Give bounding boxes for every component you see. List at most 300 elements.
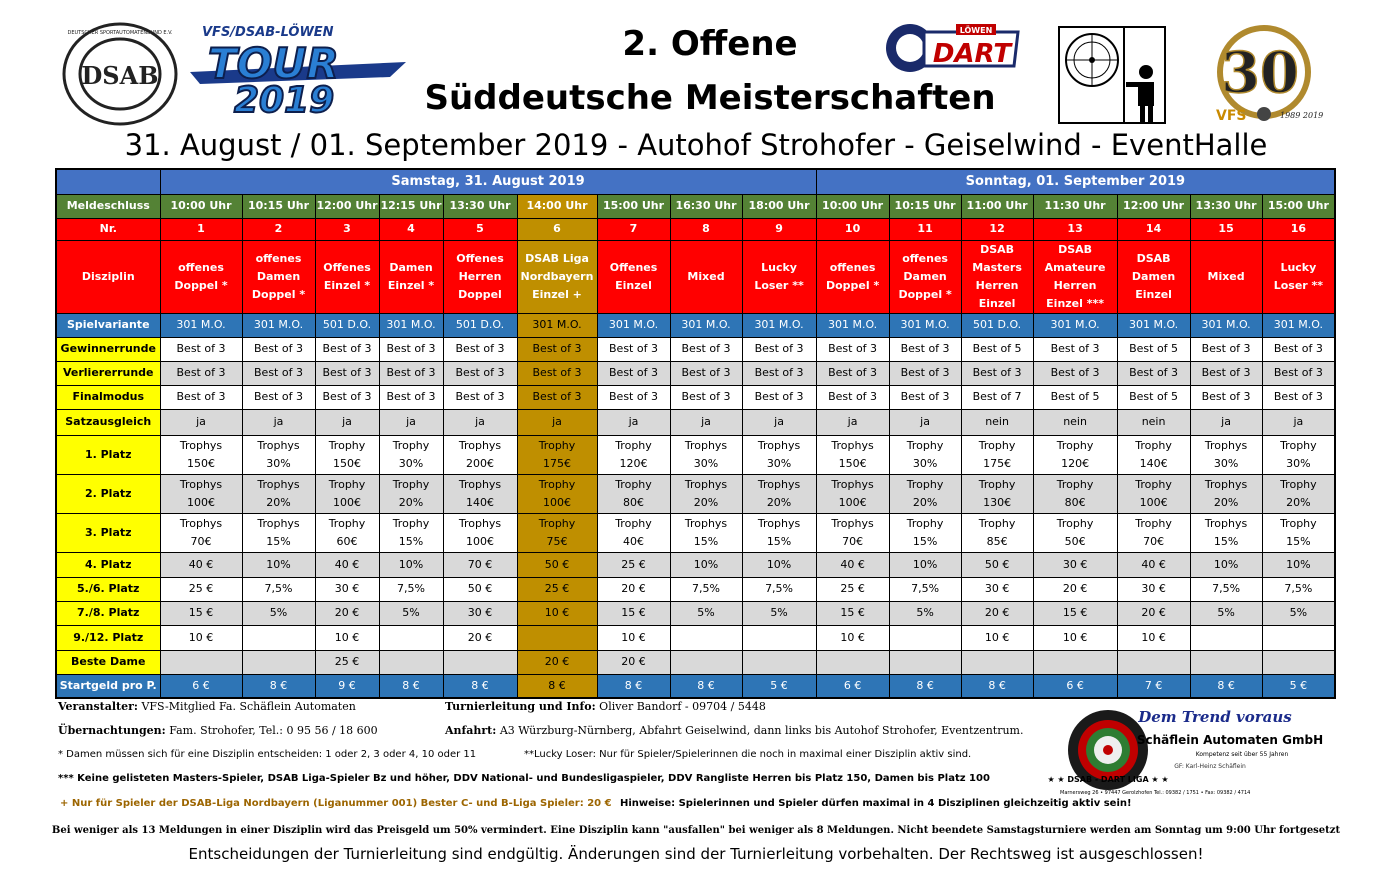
p2-cell: Trophy 20% (379, 474, 443, 513)
dsab-logo (62, 22, 178, 126)
note-hinweise: Hinweise: Spielerinnen und Spieler dürfen maximal in 4 Disziplinen gleichzeitig aktiv sein! (620, 798, 1132, 809)
discipline-number: 12 (961, 218, 1033, 240)
spielvariante-cell: 501 D.O. (443, 313, 517, 337)
p2-cell: Trophys 100€ (816, 474, 889, 513)
p3-cell: Trophys 70€ (160, 513, 242, 552)
p4-cell: 50 € (961, 552, 1033, 577)
p9-cell: 10 € (160, 625, 242, 650)
p7-cell: 5% (1262, 601, 1335, 625)
p4-cell: 40 € (1117, 552, 1190, 577)
verliererrunde-cell: Best of 3 (1033, 361, 1117, 385)
sponsor-name: Schäflein Automaten GmbH (1136, 733, 1324, 747)
p4-cell: 40 € (816, 552, 889, 577)
table-row (56, 625, 1335, 650)
spielvariante-cell: 501 D.O. (961, 313, 1033, 337)
p5-cell: 7,5% (670, 577, 742, 601)
dame-cell (670, 650, 742, 674)
satzausgleich-cell: ja (670, 409, 742, 435)
p4-cell: 40 € (160, 552, 242, 577)
table-row (56, 601, 1335, 625)
satzausgleich-cell: ja (1190, 409, 1262, 435)
finalmodus-cell: Best of 3 (670, 385, 742, 409)
spielvariante-cell: 301 M.O. (816, 313, 889, 337)
note-damen: * Damen müssen sich für eine Disziplin entscheiden: 1 oder 2, 3 oder 4, 10 oder 11 (58, 749, 477, 760)
discipline-name: offenes Damen Doppel * (242, 240, 315, 313)
gewinnerrunde-cell: Best of 3 (443, 337, 517, 361)
startgeld-cell: 5 € (742, 674, 816, 698)
table-row (56, 552, 1335, 577)
p2-cell: Trophy 130€ (961, 474, 1033, 513)
p9-cell (670, 625, 742, 650)
p2-cell: Trophy 20% (889, 474, 961, 513)
dame-cell (961, 650, 1033, 674)
dame-cell (889, 650, 961, 674)
startgeld-cell: 9 € (315, 674, 379, 698)
p4-cell: 50 € (517, 552, 597, 577)
sponsor-address: Marnersweg 26 • 97447 Gerolzhofen Tel.: 09382 / 1751 • Fax: 09382 / 4714 (1060, 790, 1251, 796)
meldeschluss-cell: 15:00 Uhr (1262, 194, 1335, 218)
p1-cell: Trophys 30% (242, 435, 315, 474)
verliererrunde-cell: Best of 3 (443, 361, 517, 385)
dame-cell (379, 650, 443, 674)
finalmodus-cell: Best of 3 (816, 385, 889, 409)
p7-cell: 5% (742, 601, 816, 625)
gewinnerrunde-cell: Best of 3 (1190, 337, 1262, 361)
finalmodus-cell: Best of 3 (1190, 385, 1262, 409)
p4-cell: 10% (670, 552, 742, 577)
p2-cell: Trophys 140€ (443, 474, 517, 513)
p1-cell: Trophy 175€ (961, 435, 1033, 474)
p9-cell (1262, 625, 1335, 650)
row-label-startgeld: Startgeld pro P. (56, 674, 160, 698)
verliererrunde-cell: Best of 3 (1190, 361, 1262, 385)
meldeschluss-cell: 11:00 Uhr (961, 194, 1033, 218)
p4-cell: 25 € (597, 552, 670, 577)
p2-cell: Trophy 20% (1262, 474, 1335, 513)
p5-cell: 30 € (315, 577, 379, 601)
note-lucky-loser: **Lucky Loser: Nur für Spieler/Spielerinnen die noch in maximal einer Disziplin aktiv sind. (524, 749, 972, 760)
p3-cell: Trophy 15% (1262, 513, 1335, 552)
startgeld-cell: 8 € (670, 674, 742, 698)
p7-cell: 5% (379, 601, 443, 625)
p2-cell: Trophys 20% (1190, 474, 1262, 513)
p9-cell: 10 € (816, 625, 889, 650)
verliererrunde-cell: Best of 3 (1262, 361, 1335, 385)
dame-cell (443, 650, 517, 674)
spielvariante-cell: 301 M.O. (517, 313, 597, 337)
dame-cell (242, 650, 315, 674)
p2-cell: Trophys 100€ (160, 474, 242, 513)
sponsor-slogan: Dem Trend voraus (1138, 708, 1292, 726)
meldeschluss-cell: 10:15 Uhr (889, 194, 961, 218)
day-header-saturday: Samstag, 31. August 2019 (160, 169, 816, 194)
p7-cell: 5% (670, 601, 742, 625)
page-header (0, 0, 1392, 165)
row-label-p9: 9./12. Platz (56, 625, 160, 650)
p4-cell: 10% (1262, 552, 1335, 577)
p5-cell: 20 € (597, 577, 670, 601)
row-label-p2: 2. Platz (56, 474, 160, 513)
p7-cell: 20 € (961, 601, 1033, 625)
verliererrunde-cell: Best of 3 (379, 361, 443, 385)
p9-cell: 20 € (443, 625, 517, 650)
verliererrunde-cell: Best of 3 (889, 361, 961, 385)
row-label-dame: Beste Dame (56, 650, 160, 674)
verliererrunde-cell: Best of 3 (242, 361, 315, 385)
dsab-logo-ring: DEUTSCHER SPORTAUTOMATENBUND E.V. (67, 30, 173, 36)
p9-cell (242, 625, 315, 650)
p1-cell: Trophys 200€ (443, 435, 517, 474)
p1-cell: Trophy 120€ (597, 435, 670, 474)
dame-cell: 20 € (597, 650, 670, 674)
dame-cell (160, 650, 242, 674)
p7-cell: 15 € (816, 601, 889, 625)
jubilee-vfs: VFS (1216, 108, 1247, 124)
p9-cell (1190, 625, 1262, 650)
p9-cell: 10 € (597, 625, 670, 650)
startgeld-cell: 8 € (517, 674, 597, 698)
satzausgleich-cell: ja (242, 409, 315, 435)
p2-cell: Trophys 20% (242, 474, 315, 513)
satzausgleich-cell: ja (597, 409, 670, 435)
discipline-number: 8 (670, 218, 742, 240)
spielvariante-cell: 301 M.O. (379, 313, 443, 337)
table-row (56, 218, 1335, 240)
dame-cell (1117, 650, 1190, 674)
tour-logo-year: 2019 (234, 80, 335, 121)
p5-cell: 7,5% (379, 577, 443, 601)
startgeld-cell: 8 € (443, 674, 517, 698)
anfahrt-value: A3 Würzburg-Nürnberg, Abfahrt Geiselwind, dann links bis Autohof Strohofer, Eventzentrum. (496, 724, 1024, 737)
spielvariante-cell: 301 M.O. (242, 313, 315, 337)
discipline-name: offenes Doppel * (816, 240, 889, 313)
discipline-name: Mixed (1190, 240, 1262, 313)
meldeschluss-cell: 12:15 Uhr (379, 194, 443, 218)
p9-cell: 10 € (1033, 625, 1117, 650)
p1-cell: Trophys 30% (1190, 435, 1262, 474)
discipline-number: 3 (315, 218, 379, 240)
meldeschluss-cell: 11:30 Uhr (1033, 194, 1117, 218)
spielvariante-cell: 501 D.O. (315, 313, 379, 337)
row-label-spielvariante: Spielvariante (56, 313, 160, 337)
p1-cell: Trophy 120€ (1033, 435, 1117, 474)
p1-cell: Trophy 30% (1262, 435, 1335, 474)
finalmodus-cell: Best of 3 (597, 385, 670, 409)
p7-cell: 5% (1190, 601, 1262, 625)
schaeflein-sponsor-logo (1047, 702, 1324, 798)
discipline-number: 1 (160, 218, 242, 240)
note-masters: *** Keine gelisteten Masters-Spieler, DSAB Liga-Spieler Bz und höher, DDV National- und Bundesligaspieler, DDV Rangliste Herren bis Platz 150, Damen bis Platz 100 (58, 773, 990, 784)
table-row (56, 385, 1335, 409)
p4-cell: 10% (889, 552, 961, 577)
p2-cell: Trophy 80€ (597, 474, 670, 513)
satzausgleich-cell: ja (517, 409, 597, 435)
turnierleitung-line (445, 700, 766, 714)
gewinnerrunde-cell: Best of 3 (379, 337, 443, 361)
sponsor-liga: ★ ★ DSAB - DART LIGA ★ ★ (1047, 775, 1169, 784)
uebernachtung-label: Übernachtungen: (58, 724, 166, 737)
startgeld-cell: 6 € (160, 674, 242, 698)
finalmodus-cell: Best of 3 (443, 385, 517, 409)
veranstalter-value: VFS-Mitglied Fa. Schäflein Automaten (137, 700, 356, 713)
discipline-name: Mixed (670, 240, 742, 313)
p4-cell: 10% (242, 552, 315, 577)
meldeschluss-cell: 14:00 Uhr (517, 194, 597, 218)
meldeschluss-cell: 10:00 Uhr (160, 194, 242, 218)
p5-cell: 7,5% (742, 577, 816, 601)
gewinnerrunde-cell: Best of 3 (242, 337, 315, 361)
table-row (56, 194, 1335, 218)
p4-cell: 30 € (1033, 552, 1117, 577)
dame-cell (742, 650, 816, 674)
p5-cell: 25 € (517, 577, 597, 601)
meldeschluss-cell: 13:30 Uhr (443, 194, 517, 218)
verliererrunde-cell: Best of 3 (670, 361, 742, 385)
row-label-p5: 5./6. Platz (56, 577, 160, 601)
p3-cell: Trophys 15% (242, 513, 315, 552)
p4-cell: 10% (742, 552, 816, 577)
row-label-nr: Nr. (56, 218, 160, 240)
gewinnerrunde-cell: Best of 5 (961, 337, 1033, 361)
tournament-table (55, 168, 1336, 699)
p3-cell: Trophy 15% (889, 513, 961, 552)
dame-cell (1033, 650, 1117, 674)
startgeld-cell: 8 € (961, 674, 1033, 698)
corner-cell (56, 169, 160, 194)
p9-cell: 10 € (1117, 625, 1190, 650)
p5-cell: 7,5% (1262, 577, 1335, 601)
gewinnerrunde-cell: Best of 3 (597, 337, 670, 361)
dsab-logo-text: DSAB (81, 61, 159, 90)
discipline-number: 16 (1262, 218, 1335, 240)
p2-cell: Trophys 20% (742, 474, 816, 513)
discipline-number: 14 (1117, 218, 1190, 240)
meldeschluss-cell: 10:00 Uhr (816, 194, 889, 218)
p2-cell: Trophy 100€ (1117, 474, 1190, 513)
discipline-number: 10 (816, 218, 889, 240)
verliererrunde-cell: Best of 3 (160, 361, 242, 385)
verliererrunde-cell: Best of 3 (1117, 361, 1190, 385)
p9-cell (379, 625, 443, 650)
table-row (56, 313, 1335, 337)
satzausgleich-cell: nein (961, 409, 1033, 435)
startgeld-cell: 5 € (1262, 674, 1335, 698)
startgeld-cell: 7 € (1117, 674, 1190, 698)
day-header-sunday: Sonntag, 01. September 2019 (816, 169, 1335, 194)
p2-cell: Trophys 20% (670, 474, 742, 513)
gewinnerrunde-cell: Best of 3 (889, 337, 961, 361)
dame-cell: 25 € (315, 650, 379, 674)
30-years-vfs-logo (1204, 22, 1324, 126)
dame-cell: 20 € (517, 650, 597, 674)
finalmodus-cell: Best of 3 (315, 385, 379, 409)
spielvariante-cell: 301 M.O. (1033, 313, 1117, 337)
p4-cell: 70 € (443, 552, 517, 577)
satzausgleich-cell: nein (1117, 409, 1190, 435)
tour-2019-logo (190, 22, 406, 121)
discipline-name: DSAB Amateure Herren Einzel *** (1033, 240, 1117, 313)
p5-cell: 50 € (443, 577, 517, 601)
verliererrunde-cell: Best of 3 (816, 361, 889, 385)
gewinnerrunde-cell: Best of 3 (1033, 337, 1117, 361)
spielvariante-cell: 301 M.O. (1262, 313, 1335, 337)
verliererrunde-cell: Best of 3 (517, 361, 597, 385)
finalmodus-cell: Best of 3 (242, 385, 315, 409)
discipline-name: DSAB Masters Herren Einzel (961, 240, 1033, 313)
p9-cell (517, 625, 597, 650)
uebernachtung-line (58, 724, 378, 738)
p3-cell: Trophys 15% (742, 513, 816, 552)
verliererrunde-cell: Best of 3 (315, 361, 379, 385)
jubilee-number: 30 (1221, 40, 1299, 106)
p2-cell: Trophy 100€ (517, 474, 597, 513)
turnierleitung-label: Turnierleitung und Info: (445, 700, 596, 713)
verliererrunde-cell: Best of 3 (742, 361, 816, 385)
p5-cell: 25 € (816, 577, 889, 601)
gewinnerrunde-cell: Best of 3 (670, 337, 742, 361)
p5-cell: 25 € (160, 577, 242, 601)
gewinnerrunde-cell: Best of 3 (742, 337, 816, 361)
finalmodus-cell: Best of 3 (160, 385, 242, 409)
row-label-disziplin: Disziplin (56, 240, 160, 313)
satzausgleich-cell: ja (889, 409, 961, 435)
discipline-number: 13 (1033, 218, 1117, 240)
finalmodus-cell: Best of 3 (742, 385, 816, 409)
p3-cell: Trophy 60€ (315, 513, 379, 552)
p9-cell: 10 € (315, 625, 379, 650)
table-row (56, 240, 1335, 313)
discipline-number: 2 (242, 218, 315, 240)
p7-cell: 30 € (443, 601, 517, 625)
loewen-logo-text: DART (932, 39, 1012, 69)
p7-cell: 5% (889, 601, 961, 625)
table-row (56, 409, 1335, 435)
p2-cell: Trophy 100€ (315, 474, 379, 513)
finalmodus-cell: Best of 3 (1262, 385, 1335, 409)
discipline-name: Offenes Herren Doppel (443, 240, 517, 313)
dame-cell (1262, 650, 1335, 674)
discipline-name: offenes Damen Doppel * (889, 240, 961, 313)
meldeschluss-cell: 15:00 Uhr (597, 194, 670, 218)
gewinnerrunde-cell: Best of 3 (816, 337, 889, 361)
satzausgleich-cell: ja (160, 409, 242, 435)
loewen-dart-logo (884, 22, 1022, 74)
row-label-verliererrunde: Verliererrunde (56, 361, 160, 385)
discipline-number: 4 (379, 218, 443, 240)
table-row (56, 650, 1335, 674)
discipline-number: 5 (443, 218, 517, 240)
p1-cell: Trophys 30% (742, 435, 816, 474)
p7-cell: 15 € (597, 601, 670, 625)
discipline-number: 7 (597, 218, 670, 240)
spielvariante-cell: 301 M.O. (1117, 313, 1190, 337)
table-row (56, 169, 1335, 194)
row-label-p1: 1. Platz (56, 435, 160, 474)
startgeld-cell: 8 € (242, 674, 315, 698)
title-line-2: Süddeutsche Meisterschaften (424, 78, 996, 118)
row-label-meldeschluss: Meldeschluss (56, 194, 160, 218)
gewinnerrunde-cell: Best of 3 (517, 337, 597, 361)
note-rechtsweg: Entscheidungen der Turnierleitung sind endgültig. Änderungen sind der Turnierleitung vorbehalten. Der Rechtsweg ist ausgeschlossen! (188, 845, 1204, 863)
satzausgleich-cell: nein (1033, 409, 1117, 435)
p5-cell: 20 € (1033, 577, 1117, 601)
row-label-satzausgleich: Satzausgleich (56, 409, 160, 435)
gewinnerrunde-cell: Best of 3 (315, 337, 379, 361)
event-subtitle: 31. August / 01. September 2019 - Autohof Strohofer - Geiselwind - EventHalle (124, 128, 1268, 162)
meldeschluss-cell: 12:00 Uhr (315, 194, 379, 218)
p4-cell: 10% (1190, 552, 1262, 577)
row-label-p4: 4. Platz (56, 552, 160, 577)
startgeld-cell: 8 € (379, 674, 443, 698)
p7-cell: 15 € (1033, 601, 1117, 625)
finalmodus-cell: Best of 3 (379, 385, 443, 409)
p1-cell: Trophys 30% (670, 435, 742, 474)
table-row (56, 435, 1335, 474)
p1-cell: Trophys 150€ (160, 435, 242, 474)
spielvariante-cell: 301 M.O. (670, 313, 742, 337)
startgeld-cell: 6 € (816, 674, 889, 698)
discipline-name: Damen Einzel * (379, 240, 443, 313)
discipline-name: Offenes Einzel * (315, 240, 379, 313)
jubilee-years: 1989 2019 (1280, 111, 1324, 120)
p3-cell: Trophy 40€ (597, 513, 670, 552)
dame-cell (1190, 650, 1262, 674)
p3-cell: Trophys 70€ (816, 513, 889, 552)
table-row (56, 513, 1335, 552)
table-row (56, 337, 1335, 361)
finalmodus-cell: Best of 5 (1117, 385, 1190, 409)
gewinnerrunde-cell: Best of 5 (1117, 337, 1190, 361)
sponsor-tagline: Kompetenz seit über 55 Jahren (1195, 751, 1289, 758)
dartboard-player-icon (1058, 26, 1166, 124)
p3-cell: Trophy 85€ (961, 513, 1033, 552)
turnierleitung-value: Oliver Bandorf - 09704 / 5448 (595, 700, 766, 713)
tour-logo-top: VFS/DSAB-LÖWEN (202, 25, 334, 40)
meldeschluss-cell: 10:15 Uhr (242, 194, 315, 218)
p7-cell: 20 € (315, 601, 379, 625)
discipline-name: Offenes Einzel (597, 240, 670, 313)
veranstalter-label: Veranstalter: (58, 700, 138, 713)
p3-cell: Trophys 15% (670, 513, 742, 552)
p5-cell: 30 € (961, 577, 1033, 601)
finalmodus-cell: Best of 5 (1033, 385, 1117, 409)
p9-cell: 10 € (961, 625, 1033, 650)
meldeschluss-cell: 16:30 Uhr (670, 194, 742, 218)
p4-cell: 40 € (315, 552, 379, 577)
finalmodus-cell: Best of 3 (517, 385, 597, 409)
p9-cell (889, 625, 961, 650)
p3-cell: Trophy 15% (379, 513, 443, 552)
satzausgleich-cell: ja (443, 409, 517, 435)
discipline-name: offenes Doppel * (160, 240, 242, 313)
loewen-logo-small: LÖWEN (959, 26, 993, 35)
p5-cell: 7,5% (242, 577, 315, 601)
note-liga: + Nur für Spieler der DSAB-Liga Nordbayern (Liganummer 001) Bester C- und B-Liga Spieler: 20 € (60, 798, 612, 809)
row-label-finalmodus: Finalmodus (56, 385, 160, 409)
satzausgleich-cell: ja (1262, 409, 1335, 435)
p5-cell: 30 € (1117, 577, 1190, 601)
p1-cell: Trophy 30% (889, 435, 961, 474)
title-line-1: 2. Offene (622, 24, 798, 64)
row-label-p7: 7./8. Platz (56, 601, 160, 625)
table-row (56, 674, 1335, 698)
verliererrunde-cell: Best of 3 (597, 361, 670, 385)
p7-cell: 20 € (1117, 601, 1190, 625)
satzausgleich-cell: ja (816, 409, 889, 435)
discipline-name: DSAB Liga Nordbayern Einzel + (517, 240, 597, 313)
startgeld-cell: 6 € (1033, 674, 1117, 698)
discipline-name: Lucky Loser ** (742, 240, 816, 313)
